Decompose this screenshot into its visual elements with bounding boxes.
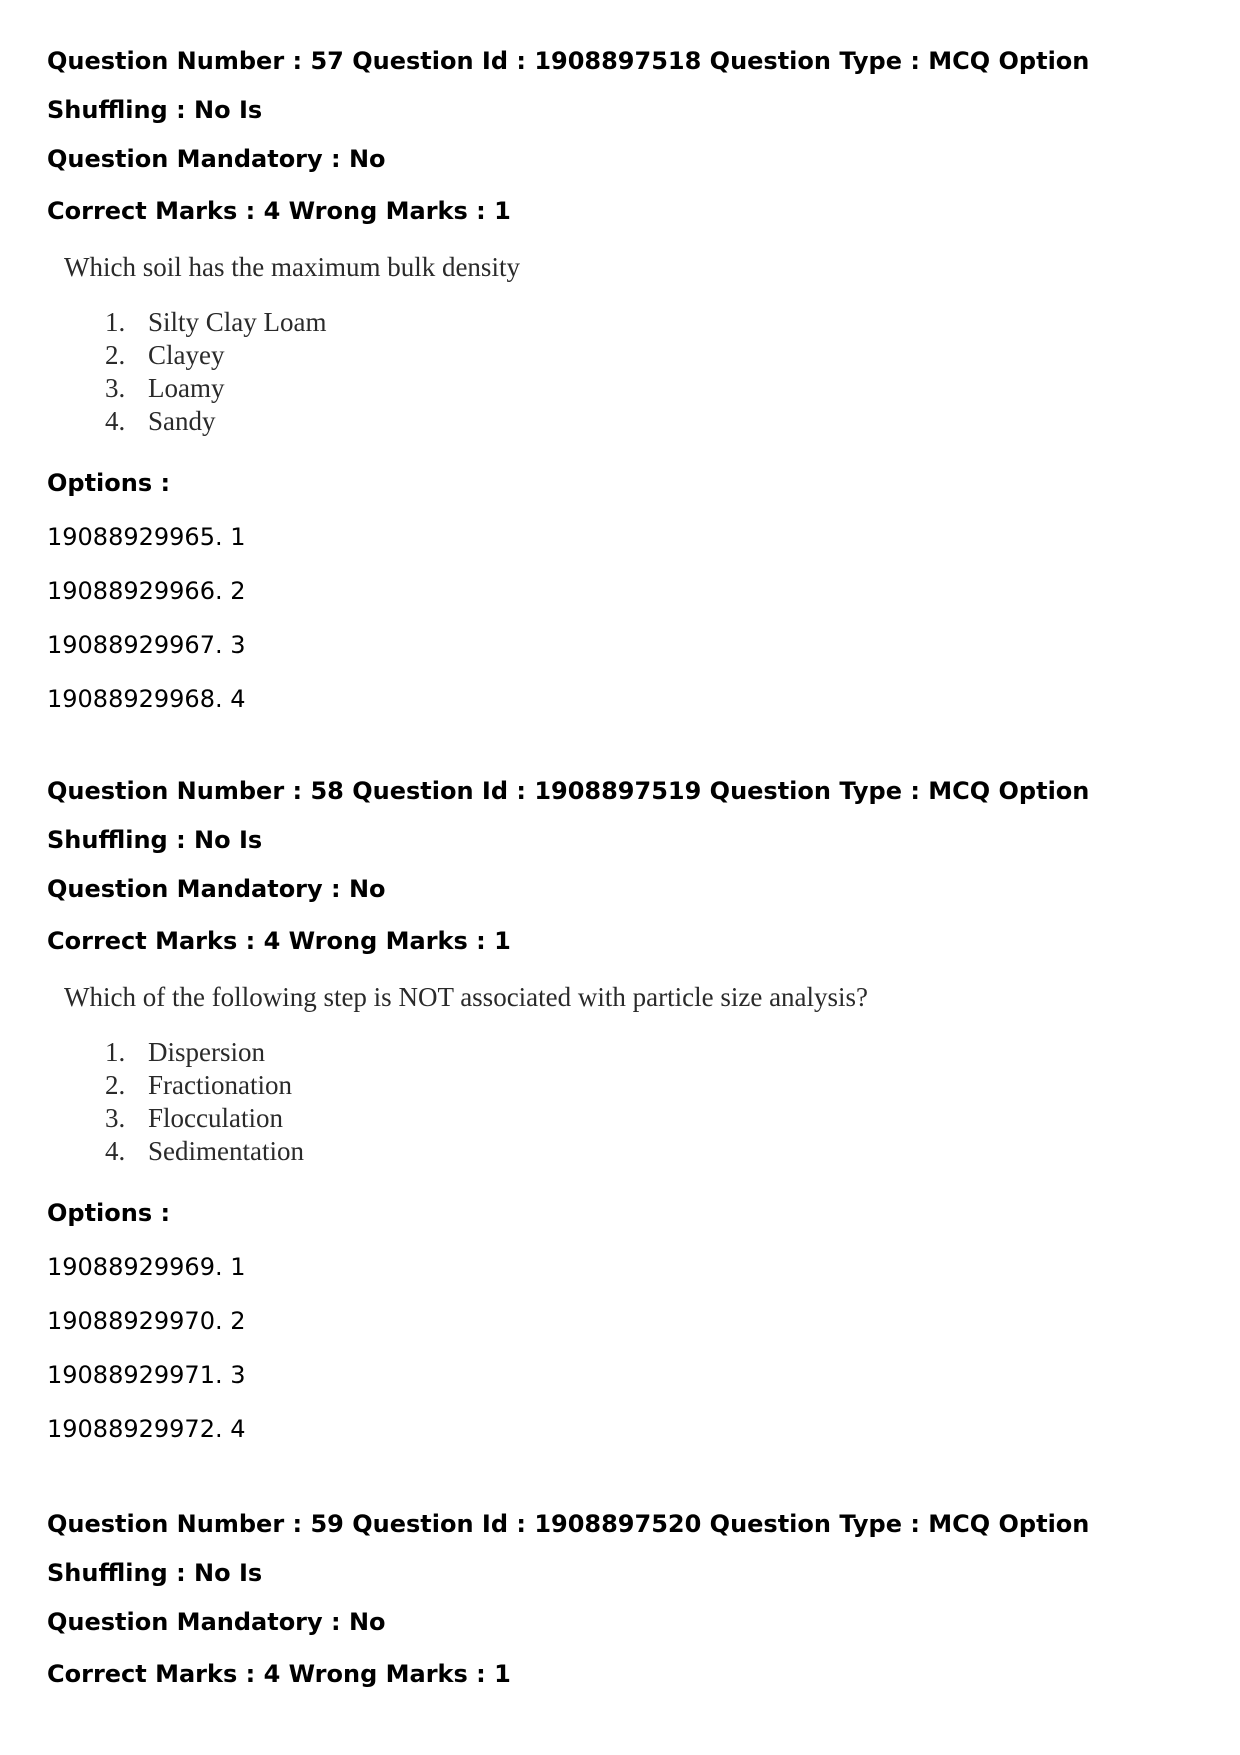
question-choice: 2. Fractionation: [105, 1070, 292, 1100]
options-label: Options :: [47, 469, 171, 497]
question-choice: 3. Flocculation: [105, 1103, 283, 1133]
question-marks: Correct Marks : 4 Wrong Marks : 1: [47, 927, 511, 955]
question-marks: Correct Marks : 4 Wrong Marks : 1: [47, 1660, 511, 1688]
question-header-line2: Question Mandatory : No: [47, 1608, 386, 1636]
question-header-line1: Question Number : 58 Question Id : 1908897519 Question Type : MCQ Option Shuffling : No Is: [47, 777, 1090, 854]
option-item: 19088929970. 2: [47, 1307, 246, 1335]
option-item: 19088929972. 4: [47, 1415, 246, 1443]
option-item: 19088929969. 1: [47, 1253, 246, 1281]
question-block-57: [47, 37, 1207, 714]
question-content-image: [47, 250, 1207, 438]
question-choice: 1. Silty Clay Loam: [105, 307, 327, 337]
question-marks: Correct Marks : 4 Wrong Marks : 1: [47, 197, 511, 225]
question-choice: 4. Sedimentation: [105, 1136, 304, 1166]
question-choice-list: [64, 1036, 1207, 1168]
question-choice: 2. Clayey: [105, 340, 225, 370]
question-choice: 1. Dispersion: [105, 1037, 265, 1067]
question-choice: 3. Loamy: [105, 373, 225, 403]
question-header-line2: Question Mandatory : No: [47, 145, 386, 173]
option-item: 19088929966. 2: [47, 577, 246, 605]
question-block-59: [47, 1500, 1207, 1689]
question-block-58: [47, 767, 1207, 1444]
option-item: 19088929965. 1: [47, 523, 246, 551]
options-label: Options :: [47, 1199, 171, 1227]
option-item: 19088929967. 3: [47, 631, 246, 659]
question-stem: Which soil has the maximum bulk density: [64, 252, 520, 282]
question-content-image: [47, 980, 1207, 1168]
option-item: 19088929971. 3: [47, 1361, 246, 1389]
question-stem: Which of the following step is NOT associated with particle size analysis?: [64, 982, 869, 1012]
option-item: 19088929968. 4: [47, 685, 246, 713]
question-header-line2: Question Mandatory : No: [47, 875, 386, 903]
question-header-line1: Question Number : 57 Question Id : 1908897518 Question Type : MCQ Option Shuffling : No Is: [47, 47, 1090, 124]
question-choice-list: [64, 306, 1207, 438]
question-header-line1: Question Number : 59 Question Id : 1908897520 Question Type : MCQ Option Shuffling : No Is: [47, 1510, 1090, 1587]
question-choice: 4. Sandy: [105, 406, 216, 436]
